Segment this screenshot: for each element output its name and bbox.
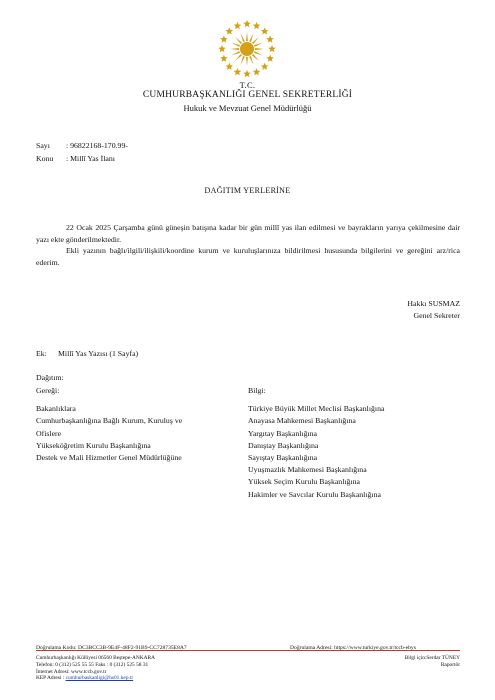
bilgi-item: Uyuşmazlık Mahkemesi Başkanlığına: [248, 465, 367, 475]
geregi-label: Gereği:: [36, 386, 60, 395]
attachment-value: Millî Yas Yazısı (1 Sayfa): [58, 349, 139, 358]
footer-divider: [36, 650, 460, 651]
distribution-label: Dağıtım:: [36, 373, 64, 382]
bilgi-label: Bilgi:: [248, 386, 266, 395]
distribution-title: DAĞITIM YERLERİNE: [204, 186, 291, 195]
bilgi-item: Hakimler ve Savcılar Kurulu Başkanlığına: [248, 489, 381, 499]
footer-internet: İnternet Adresi: www.tccb.gov.tr: [36, 668, 107, 675]
verification-address: Doğrulama Adresi: https://www.turkiye.gov.tr/tccb-ebys: [290, 645, 416, 651]
footer-kep: [36, 675, 155, 682]
body-paragraph-2: Ekli yazının bağlı/ilgili/ilişkili/koordine kurum ve kuruluşlarınıza bildirilmesi hususunda bilgilerini ve gereğini arz/rica ederim.: [36, 246, 460, 267]
bilgi-item: Sayıştay Başkanlığına: [248, 453, 318, 463]
footer-address: Cumhurbaşkanlığı Külliyesi 06560 Beştepe-ANKARA: [36, 655, 156, 661]
bilgi-item: Yargıtay Başkanlığına: [248, 428, 318, 438]
konu-value: : Millî Yas İlanı: [66, 154, 115, 163]
presidential-emblem-icon: [216, 18, 278, 80]
kep-label: KEP Adresi :: [36, 675, 66, 682]
header-abbr: T.C.: [239, 80, 256, 90]
geregi-item: Ofislere: [36, 428, 62, 438]
footer-info: [360, 655, 460, 669]
bilgi-item: Danıştay Başkanlığına: [248, 440, 319, 450]
geregi-item: Bakanlıklara: [36, 404, 76, 414]
attachment-row: [36, 349, 138, 358]
sayi-label: Sayı: [36, 141, 50, 150]
info-contact: Bilgi için:Serdar TÜNEY: [404, 655, 460, 661]
bilgi-column: [248, 385, 384, 501]
header-organization: CUMHURBAŞKANLIĞI GENEL SEKRETERLİĞİ: [142, 90, 353, 100]
sayi-value: : 96822168-170.99-: [66, 141, 128, 150]
sayi-row: [36, 141, 128, 150]
signatory-name: Hakkı SUSMAZ: [407, 299, 460, 308]
konu-row: [36, 154, 115, 163]
footer-contact: [36, 655, 155, 682]
konu-label: Konu: [36, 154, 54, 163]
body-paragraph-1: 22 Ocak 2025 Çarşamba günü güneşin batışına kadar bir gün millî yas ilan edilmesi ve bayrakların yarıya çekilmesine dair yazı ekte gönderilmektedir.: [36, 223, 460, 244]
attachment-label: Ek:: [36, 349, 47, 358]
geregi-item: Cumhurbaşkanlığına Bağlı Kurum, Kuruluş ve: [36, 416, 183, 426]
header-department: Hukuk ve Mevzuat Genel Müdürlüğü: [183, 103, 312, 113]
kep-address-link[interactable]: cumhurbaskanligi@hs01.kep.tr: [65, 675, 134, 682]
geregi-item: Destek ve Mali Hizmetler Genel Müdürlüğüne: [36, 453, 182, 463]
signatory-title: Genel Sekreter: [413, 311, 460, 320]
footer-phone: Telefon: 0 (312) 525 55 55 Faks : 0 (312) 525 58 31: [36, 661, 149, 668]
bilgi-item: Türkiye Büyük Millet Meclisi Başkanlığına: [248, 404, 385, 414]
geregi-column: [36, 385, 182, 464]
bilgi-item: Yüksek Seçim Kurulu Başkanlığına: [248, 477, 360, 487]
verification-code: Doğrulama Kodu: DC3BCC3B-9E4F-48F2-91B9-CC728735E8A7: [36, 645, 187, 651]
info-role: Raportör: [440, 661, 460, 668]
signature-block: [360, 298, 460, 322]
geregi-item: Yükseköğretim Kurulu Başkanlığına: [36, 440, 151, 450]
bilgi-item: Anayasa Mahkemesi Başkanlığına: [248, 416, 356, 426]
